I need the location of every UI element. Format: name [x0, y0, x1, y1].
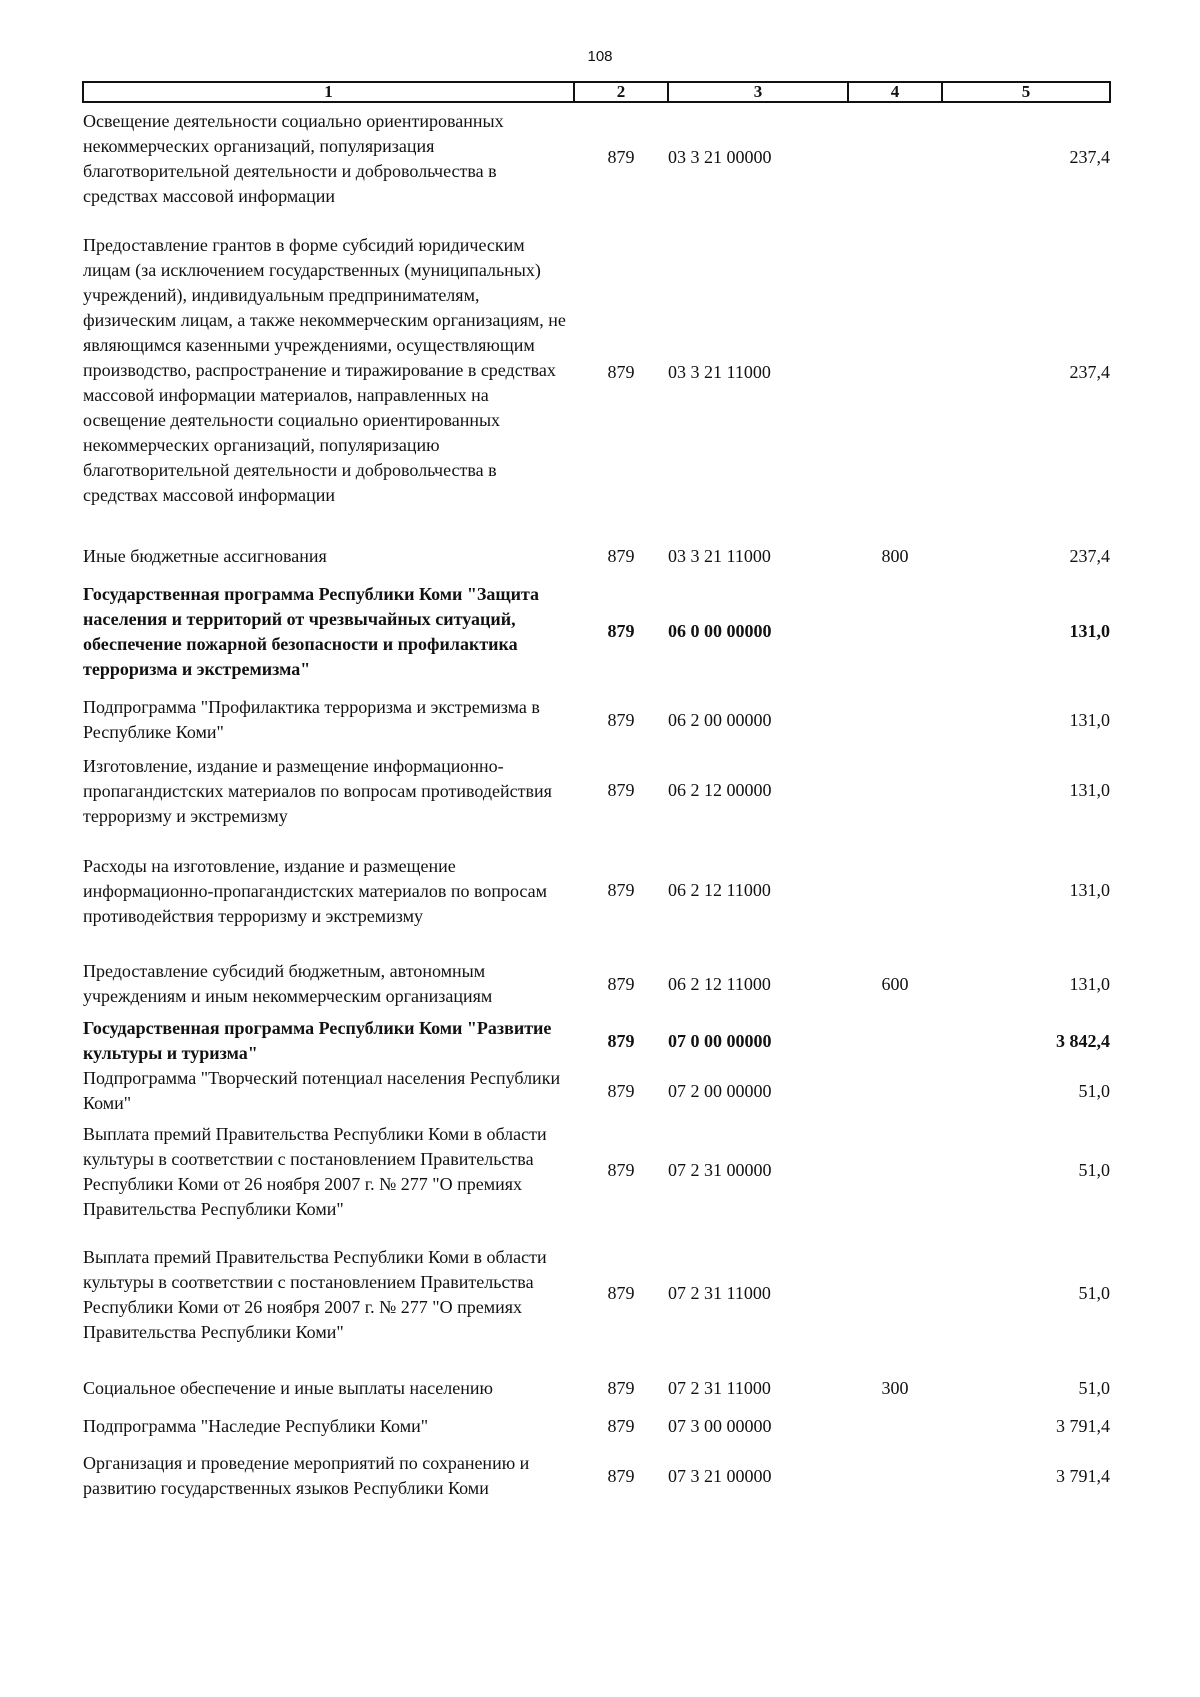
row-ministry: 879	[607, 1283, 635, 1303]
header-col-4: 4	[848, 82, 942, 102]
table-header	[83, 82, 1110, 102]
row-kind	[848, 852, 942, 952]
row-name: Предоставление субсидий бюджетным, автономным учреждениям и иным некоммерческим организациям	[83, 961, 493, 1006]
row-amount: 51,0	[1078, 1283, 1110, 1303]
row-amount: 131,0	[1069, 973, 1110, 994]
row-amount: 237,4	[1069, 546, 1110, 566]
row-name: Социальное обеспечение и иные выплаты населению	[83, 1377, 493, 1398]
row-ministry: 879	[607, 621, 635, 641]
row-name: Подпрограмма "Наследие Республики Коми"	[83, 1415, 429, 1436]
row-name: Выплата премий Правительства Республики Коми в области культуры в соответствии с постановлением Правительства Республики Коми от 26 ноября 2007 г. № 277 "О премиях Правительства Республики Коми"	[83, 1124, 547, 1219]
row-ministry: 879	[607, 1377, 635, 1398]
table-row	[83, 752, 1110, 852]
row-amount: 3 791,4	[1056, 1415, 1110, 1436]
row-ministry: 879	[607, 709, 635, 730]
row-kind	[848, 1016, 942, 1066]
row-code: 06 2 00 00000	[668, 709, 772, 730]
row-kind: 800	[881, 546, 909, 566]
table-row	[83, 102, 1110, 233]
table-row	[83, 233, 1110, 538]
row-code: 06 2 12 00000	[668, 780, 772, 800]
row-ministry: 879	[607, 780, 635, 800]
row-code: 07 2 31 00000	[668, 1160, 772, 1180]
row-amount: 3 842,4	[1056, 1030, 1110, 1051]
row-code: 07 2 31 11000	[668, 1283, 771, 1303]
row-name: Иные бюджетные ассигнования	[83, 546, 327, 566]
table-row	[83, 1066, 1110, 1116]
row-amount: 131,0	[1069, 621, 1110, 641]
row-code: 03 3 21 11000	[668, 362, 771, 382]
row-amount: 131,0	[1069, 880, 1110, 900]
row-kind	[848, 1243, 942, 1369]
row-amount: 131,0	[1069, 780, 1110, 800]
header-col-1: 1	[83, 82, 574, 102]
header-col-2: 2	[574, 82, 668, 102]
row-ministry: 879	[607, 973, 635, 994]
row-ministry: 879	[607, 880, 635, 900]
row-amount: 237,4	[1069, 362, 1110, 382]
row-code: 03 3 21 11000	[668, 546, 771, 566]
row-ministry: 879	[607, 362, 635, 382]
table-row	[83, 688, 1110, 752]
row-name: Государственная программа Республики Коми "Защита населения и территорий от чрезвычайных ситуаций, обеспечение пожарной безопасности и профилактика терроризма и экстремизма"	[83, 583, 540, 679]
row-amount: 51,0	[1078, 1160, 1110, 1180]
table-body	[83, 102, 1110, 1507]
row-name: Освещение деятельности социально ориентированных некоммерческих организаций, популяризация благотворительной деятельности и добровольчества в средствах массовой информации	[83, 111, 504, 206]
table-row	[83, 538, 1110, 575]
row-ministry: 879	[607, 147, 635, 167]
table-row	[83, 1445, 1110, 1507]
row-kind	[848, 102, 942, 233]
table-row	[83, 1407, 1110, 1445]
page-number: 108	[587, 48, 613, 65]
row-kind	[848, 233, 942, 538]
row-amount: 51,0	[1078, 1377, 1110, 1398]
row-name: Государственная программа Республики Коми "Развитие культуры и туризма"	[83, 1018, 552, 1063]
row-code: 03 3 21 00000	[668, 147, 772, 167]
row-code: 07 0 00 00000	[668, 1030, 772, 1051]
row-amount: 51,0	[1078, 1080, 1110, 1101]
row-code: 07 3 00 00000	[668, 1415, 772, 1436]
row-code: 07 2 31 11000	[668, 1377, 771, 1398]
row-name: Изготовление, издание и размещение информационно-пропагандистских материалов по вопросам противодействия терроризму и экстремизму	[83, 756, 552, 826]
row-name: Подпрограмма "Профилактика терроризма и экстремизма в Республике Коми"	[83, 697, 540, 742]
header-row	[83, 82, 1110, 102]
row-code: 06 2 12 11000	[668, 880, 771, 900]
row-name: Организация и проведение мероприятий по сохранению и развитию государственных языков Республики Коми	[83, 1453, 530, 1498]
row-ministry: 879	[607, 1465, 635, 1486]
row-kind	[848, 1445, 942, 1507]
row-name: Подпрограмма "Творческий потенциал населения Республики Коми"	[83, 1068, 561, 1113]
row-kind: 600	[881, 973, 909, 994]
row-code: 07 2 00 00000	[668, 1080, 772, 1101]
row-code: 07 3 21 00000	[668, 1465, 772, 1486]
row-ministry: 879	[607, 1080, 635, 1101]
row-kind	[848, 1116, 942, 1243]
row-kind	[848, 575, 942, 688]
row-code: 06 0 00 00000	[668, 621, 772, 641]
budget-table	[82, 81, 1111, 1507]
table-row	[83, 1016, 1110, 1066]
row-name: Расходы на изготовление, издание и размещение информационно-пропагандистских материалов по вопросам противодействия терроризму и экстремизму	[83, 856, 548, 926]
row-ministry: 879	[607, 546, 635, 566]
table-row	[83, 852, 1110, 952]
row-kind	[848, 1066, 942, 1116]
row-amount: 237,4	[1069, 147, 1110, 167]
row-name: Предоставление грантов в форме субсидий юридическим лицам (за исключением государственных (муниципальных) учреждений), индивидуальным предпринимателям, физическим лицам, а также некоммерческим организациям, не являющимся казенными учреждениями, осуществляющим производство, распространение и тиражирование в средствах массовой информации материалов, направленных на освещение деятельности социально ориентированных некоммерческих организаций, популяризацию благотворительной деятельности и добровольчества в средствах массовой информации	[83, 235, 566, 505]
row-ministry: 879	[607, 1160, 635, 1180]
row-kind	[848, 688, 942, 752]
row-code: 06 2 12 11000	[668, 973, 771, 994]
row-kind	[848, 1407, 942, 1445]
table-row	[83, 1369, 1110, 1407]
row-amount: 131,0	[1069, 709, 1110, 730]
table-row	[83, 1116, 1110, 1243]
row-ministry: 879	[607, 1030, 635, 1051]
table-row	[83, 1243, 1110, 1369]
row-amount: 3 791,4	[1056, 1465, 1110, 1486]
header-col-3: 3	[668, 82, 848, 102]
table-row	[83, 575, 1110, 688]
header-col-5: 5	[942, 82, 1110, 102]
row-name: Выплата премий Правительства Республики Коми в области культуры в соответствии с постановлением Правительства Республики Коми от 26 ноября 2007 г. № 277 "О премиях Правительства Республики Коми"	[83, 1247, 547, 1342]
table-row	[83, 952, 1110, 1016]
row-kind	[848, 752, 942, 852]
row-ministry: 879	[607, 1415, 635, 1436]
row-kind: 300	[881, 1377, 909, 1398]
